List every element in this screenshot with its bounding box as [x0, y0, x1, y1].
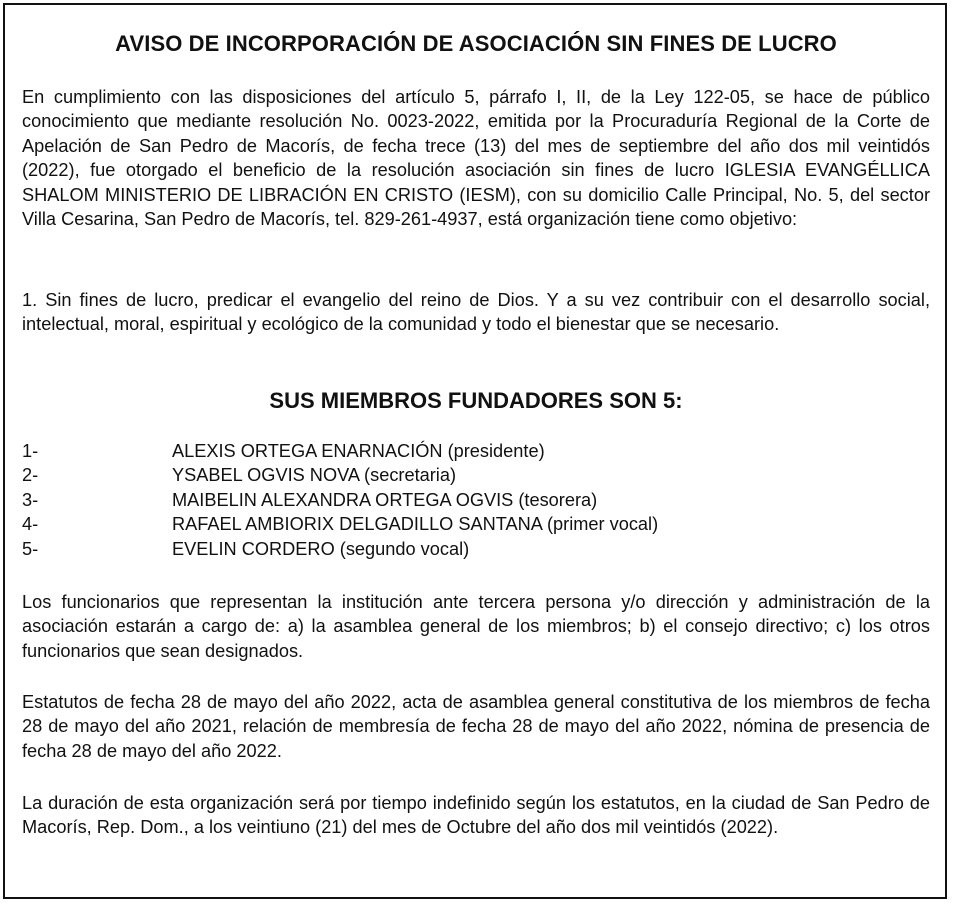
member-entry: ALEXIS ORTEGA ENARNACIÓN (presidente) — [172, 441, 545, 461]
intro-paragraph: En cumplimiento con las disposiciones del artículo 5, párrafo I, II, de la Ley 122-05, se hace de público conocimiento que mediante resolución No. 0023-2022, emitida por la Procuraduría Regional de la Corte de Apelación de San Pedro de Macorís, de fecha trece (13) del mes de septiembre del año dos mil veintidós (2022), fue otorgado el beneficio de la resolución asociación sin fines de lucro IGLESIA EVANGÉLLICA SHALOM MINISTERIO DE LIBRACIÓN EN CRISTO (IESM), con su domicilio Calle Principal, No. 5, del sector Villa Cesarina, San Pedro de Macorís, tel. 829-261-4937, está organización tiene como objetivo: — [22, 87, 930, 230]
objective-paragraph: 1. Sin fines de lucro, predicar el evangelio del reino de Dios. Y a su vez contribuir con el desarrollo social, intelectual, moral, espiritual y ecológico de la comunidad y todo el bienestar que se necesario. — [22, 290, 930, 335]
members-list — [22, 439, 930, 561]
member-number: 2- — [22, 465, 39, 486]
member-entry: RAFAEL AMBIORIX DELGADILLO SANTANA (primer vocal) — [172, 514, 659, 535]
duration-paragraph: La duración de esta organización será por tiempo indefinido según los estatutos, en la ciudad de San Pedro de Macorís, Rep. Dom., a los veintiuno (21) del mes de Octubre del año dos mil veintidós (2022). — [22, 793, 930, 838]
member-row — [22, 463, 930, 487]
member-number: 3- — [22, 489, 39, 510]
statutes-paragraph: Estatutos de fecha 28 de mayo del año 2022, acta de asamblea general constitutiva de los miembros de fecha 28 de mayo del año 2021, relación de membresía de fecha 28 de mayo del año 2022, nómina de presencia de fecha 28 de mayo del año 2022. — [22, 692, 930, 761]
member-number: 1- — [22, 441, 39, 461]
member-entry: MAIBELIN ALEXANDRA ORTEGA OGVIS (tesorera) — [172, 489, 598, 510]
notice-frame — [3, 3, 947, 899]
member-entry: EVELIN CORDERO (segundo vocal) — [172, 538, 470, 559]
member-row — [22, 537, 930, 561]
member-entry: YSABEL OGVIS NOVA (secretaria) — [172, 465, 457, 486]
member-number: 5- — [22, 538, 39, 559]
member-row — [22, 439, 930, 463]
officials-paragraph: Los funcionarios que representan la institución ante tercera persona y/o dirección y administración de la asociación estarán a cargo de: a) la asamblea general de los miembros; b) el consejo directivo; c) los otros funcionarios que sean designados. — [22, 592, 930, 661]
member-row — [22, 512, 930, 536]
member-row — [22, 488, 930, 512]
notice-title: AVISO DE INCORPORACIÓN DE ASOCIACIÓN SIN FINES DE LUCRO — [115, 31, 837, 56]
member-number: 4- — [22, 514, 39, 535]
members-heading: SUS MIEMBROS FUNDADORES SON 5: — [269, 388, 683, 413]
